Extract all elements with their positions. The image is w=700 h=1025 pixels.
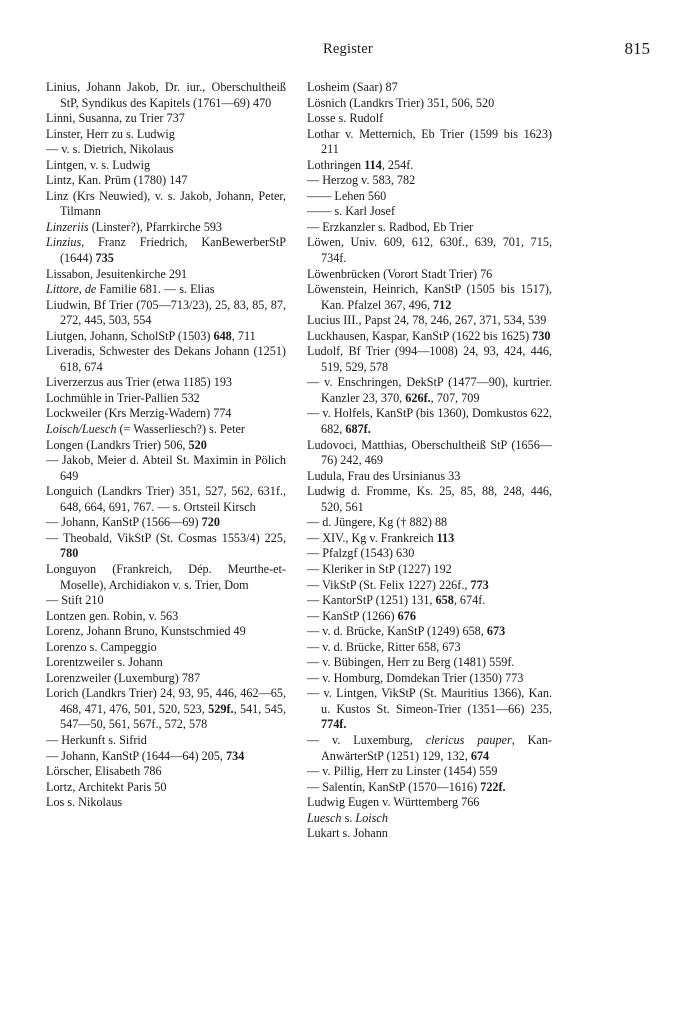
entry-text: Löwen, Univ. 609, 612, 630f., 639, 701, 715, 734f. <box>307 235 552 266</box>
entry-text: Lothar v. Metternich, Eb Trier (1599 bis 1623) 211 <box>307 126 552 157</box>
index-entry <box>46 733 286 749</box>
index-entry <box>46 111 286 127</box>
entry-text: 730 <box>532 328 551 343</box>
entry-text: Ludwig d. Fromme, Ks. 25, 85, 88, 248, 446, 520, 561 <box>307 484 552 514</box>
entry-text: — v. s. Dietrich, Nikolaus <box>46 142 174 157</box>
index-entry <box>307 189 552 205</box>
index-entry <box>46 406 286 422</box>
index-entry <box>307 220 552 236</box>
entry-text: Luesch <box>307 810 342 825</box>
entry-text: — v. d. Brücke, Ritter 658, 673 <box>307 639 461 654</box>
index-entry <box>307 531 552 547</box>
index-entry <box>307 158 552 174</box>
entry-text: Lukart s. Johann <box>307 826 388 841</box>
entry-text: Losse s. Rudolf <box>307 111 384 126</box>
index-entry <box>46 593 286 609</box>
entry-text: , 254f. <box>381 157 414 172</box>
index-entry <box>46 189 286 220</box>
index-entry <box>46 764 286 780</box>
index-entry <box>307 329 552 345</box>
entry-text: — Erzkanzler s. Radbod, Eb Trier <box>307 219 474 234</box>
index-entry <box>46 235 286 266</box>
entry-text: 626f. <box>405 390 431 405</box>
index-entry <box>307 655 552 671</box>
index-entry <box>307 593 552 609</box>
entry-text: Lorich (Landkrs Trier) 24, 93, 95, 446, 462—65, 468, 471, 476, 501, 520, 523, <box>46 686 286 716</box>
entry-text: — v. Lintgen, VikStP (St. Mauritius 1366), Kan. u. Kustos St. Simeon-Trier (1351—66) 235, <box>307 686 552 716</box>
entry-text: 113 <box>436 530 455 545</box>
entry-text: Lorenzo s. Campeggio <box>46 639 157 654</box>
entry-text: Ludula, Frau des Ursinianus 33 <box>307 468 461 483</box>
index-entry <box>307 282 552 313</box>
index-entry <box>307 204 552 220</box>
entry-text: Lorenzweiler (Luxemburg) 787 <box>46 670 201 685</box>
index-entry <box>46 531 286 562</box>
entry-text: Linz (Krs Neuwied), v. s. Jakob, Johann, Peter, Tilmann <box>46 188 286 219</box>
entry-text: — XIV., Kg v. Frankreich <box>307 530 437 545</box>
index-entry <box>46 515 286 531</box>
entry-text: Littore, de <box>46 282 97 297</box>
entry-text: — Johann, KanStP (1644—64) 205, <box>46 748 226 763</box>
entry-text: 712 <box>433 297 452 312</box>
entry-text: 774f. <box>321 717 347 732</box>
entry-text: Losheim (Saar) 87 <box>307 80 398 94</box>
index-entry <box>46 655 286 671</box>
index-entry <box>307 795 552 811</box>
entry-text: — v. Bübingen, Herr zu Berg (1481) 559f. <box>307 655 515 670</box>
entry-text: — KanStP (1266) <box>307 608 398 623</box>
entry-text: Linni, Susanna, zu Trier 737 <box>46 111 185 126</box>
index-entry <box>307 826 552 842</box>
index-entry <box>307 578 552 594</box>
entry-text: Linster, Herr zu s. Ludwig <box>46 126 175 141</box>
index-entry <box>46 749 286 765</box>
entry-text: 648 <box>213 328 232 343</box>
entry-text: clericus pauper <box>425 732 512 747</box>
entry-text: Liveradis, Schwester des Dekans Johann (1251) 618, 674 <box>46 344 286 374</box>
entry-text: Ludwig Eugen v. Württemberg 766 <box>307 795 480 810</box>
entry-text: 734 <box>226 748 245 763</box>
entry-text: , 711 <box>231 328 256 343</box>
entry-text: Familie 681. — s. Elias <box>96 282 215 297</box>
entry-text: 114 <box>364 157 382 172</box>
entry-text: — Herzog v. 583, 782 <box>307 173 416 188</box>
entry-text: Lothringen <box>307 157 365 172</box>
entry-text: — Herkunft s. Sifrid <box>46 732 147 747</box>
index-entry <box>307 562 552 578</box>
entry-text: Löwenstein, Heinrich, KanStP (1505 bis 1517), Kan. Pfalzel 367, 496, <box>307 282 552 312</box>
index-entry <box>307 406 552 437</box>
index-entry <box>307 469 552 485</box>
index-entry <box>46 624 286 640</box>
entry-text: Liverzerzus aus Trier (etwa 1185) 193 <box>46 375 233 390</box>
entry-text: 780 <box>60 546 79 561</box>
entry-text: , 674f. <box>453 593 486 608</box>
index-entry <box>46 562 286 593</box>
entry-text: Ludovoci, Matthias, Oberschultheiß StP (1656—76) 242, 469 <box>307 437 552 468</box>
entry-text: Lintz, Kan. Prüm (1780) 147 <box>46 173 188 188</box>
index-entry <box>46 173 286 189</box>
index-entry <box>46 127 286 143</box>
index-entry <box>307 173 552 189</box>
entry-text: 673 <box>486 624 506 639</box>
entry-text: 520 <box>188 437 207 452</box>
index-entry <box>307 609 552 625</box>
index-entry <box>46 609 286 625</box>
entry-text: Ludolf, Bf Trier (994—1008) 24, 93, 424, 446, 519, 529, 578 <box>307 344 552 374</box>
entry-text: Lissabon, Jesuitenkirche 291 <box>46 266 188 281</box>
index-entry <box>307 267 552 283</box>
entry-text: 529f. <box>208 701 234 716</box>
entry-text: Lockweiler (Krs Merzig-Wadern) 774 <box>46 406 232 421</box>
index-entry <box>307 811 552 827</box>
entry-text: —— Lehen 560 <box>307 188 387 203</box>
entry-text: — Pfalzgf (1543) 630 <box>307 546 415 561</box>
index-entry <box>46 329 286 345</box>
entry-text: , 707, 709 <box>430 390 480 405</box>
index-entry <box>307 515 552 531</box>
entry-text: 687f. <box>345 422 371 437</box>
entry-text: (= Wasserliesch?) s. Peter <box>116 422 245 437</box>
entry-text: 773 <box>470 577 489 592</box>
entry-text: Löwenbrücken (Vorort Stadt Trier) 76 <box>307 266 493 281</box>
entry-text: 722f. <box>480 779 506 794</box>
index-entry <box>46 391 286 407</box>
index-entry <box>46 267 286 283</box>
entry-text: Linius, Johann Jakob, Dr. iur., Oberschultheiß StP, Syndikus des Kapitels (1761—69) 470 <box>46 80 286 110</box>
entry-text: 658 <box>435 593 454 608</box>
entry-text: Lorentzweiler s. Johann <box>46 655 163 670</box>
page-number: 815 <box>624 39 650 58</box>
entry-text: — Jakob, Meier d. Abteil St. Maximin in Pölich 649 <box>46 453 286 483</box>
index-entry <box>307 313 552 329</box>
entry-text: (Linster?), Pfarrkirche 593 <box>88 219 223 234</box>
index-entry <box>46 344 286 375</box>
index-column-left <box>46 80 286 811</box>
entry-text: Lochmühle in Trier-Pallien 532 <box>46 390 200 405</box>
index-entry <box>46 158 286 174</box>
entry-text: , 541, 545, 547—50, 561, 567f., 572, 578 <box>60 701 286 732</box>
entry-text: — v. Pillig, Herr zu Linster (1454) 559 <box>307 764 498 779</box>
index-entry <box>46 298 286 329</box>
entry-text: — Kleriker in StP (1227) 192 <box>307 561 452 576</box>
entry-text: — Theobald, VikStP (St. Cosmas 1553/4) 225, <box>46 530 286 545</box>
entry-text: Luckhausen, Kaspar, KanStP (1622 bis 1625) <box>307 328 533 343</box>
entry-text: 735 <box>95 251 114 266</box>
index-entry <box>307 484 552 515</box>
index-entry <box>307 127 552 158</box>
entry-text: Linzius <box>46 235 82 250</box>
entry-text: Lucius III., Papst 24, 78, 246, 267, 371, 534, 539 <box>307 313 547 328</box>
entry-text: 676 <box>397 608 416 623</box>
page-header <box>46 41 650 65</box>
index-entry <box>46 453 286 484</box>
entry-text: — v. Homburg, Domdekan Trier (1350) 773 <box>307 670 524 685</box>
index-entry <box>46 438 286 454</box>
index-entry <box>46 671 286 687</box>
entry-text: — v. Holfels, KanStP (bis 1360), Domkustos 622, 682, <box>307 406 552 437</box>
index-entry <box>307 780 552 796</box>
entry-text: Liudwin, Bf Trier (705—713/23), 25, 83, 85, 87, 272, 445, 503, 554 <box>46 297 286 328</box>
index-entry <box>307 235 552 266</box>
index-entry <box>46 422 286 438</box>
entry-text: — d. Jüngere, Kg († 882) 88 <box>307 515 448 530</box>
entry-text: — v. Enschringen, DekStP (1477—90), kurtrier. Kanzler 23, 370, <box>307 375 552 405</box>
entry-text: Lorenz, Johann Bruno, Kunstschmied 49 <box>46 624 246 639</box>
entry-text: — KantorStP (1251) 131, <box>307 593 436 608</box>
index-entry <box>307 344 552 375</box>
index-entry <box>307 546 552 562</box>
entry-text: — VikStP (St. Felix 1227) 226f., <box>307 577 471 592</box>
index-entry <box>46 484 286 515</box>
entry-text: Loisch/Luesch <box>46 422 117 437</box>
entry-text: Lortz, Architekt Paris 50 <box>46 779 167 794</box>
index-entry <box>307 80 552 96</box>
entry-text: Lösnich (Landkrs Trier) 351, 506, 520 <box>307 95 495 110</box>
entry-text: Longuich (Landkrs Trier) 351, 527, 562, 631f., 648, 664, 691, 767. — s. Ortsteil Kirsch <box>46 484 286 514</box>
index-entry <box>46 686 286 733</box>
entry-text: , Franz Friedrich, KanBewerberStP (1644) <box>60 235 286 266</box>
index-entry <box>307 764 552 780</box>
index-entry <box>46 142 286 158</box>
entry-text: — v. d. Brücke, KanStP (1249) 658, <box>307 624 487 639</box>
index-entry <box>307 733 552 764</box>
index-entry <box>307 111 552 127</box>
entry-text: Longen (Landkrs Trier) 506, <box>46 437 189 452</box>
entry-text: Los s. Nikolaus <box>46 795 123 810</box>
entry-text: Lontzen gen. Robin, v. 563 <box>46 608 179 623</box>
index-entry <box>307 438 552 469</box>
entry-text: s. <box>341 810 356 825</box>
entry-text: , Kan-AnwärterStP (1251) 129, 132, <box>321 732 552 763</box>
index-entry <box>46 780 286 796</box>
entry-text: — Salentin, KanStP (1570—1616) <box>307 779 481 794</box>
entry-text: 674 <box>470 748 490 763</box>
index-entry <box>46 640 286 656</box>
entry-text: — Johann, KanStP (1566—69) <box>46 515 202 530</box>
index-entry <box>307 671 552 687</box>
index-entry <box>46 80 286 111</box>
entry-text: — Stift 210 <box>46 593 104 608</box>
index-entry <box>307 96 552 112</box>
entry-text: Lörscher, Elisabeth 786 <box>46 764 162 779</box>
index-entry <box>46 795 286 811</box>
index-entry <box>307 686 552 733</box>
entry-text: Longuyon (Frankreich, Dép. Meurthe-et-Moselle), Archidiakon v. s. Trier, Dom <box>46 561 286 592</box>
running-title: Register <box>323 41 373 57</box>
entry-text: 720 <box>201 515 220 530</box>
entry-text: Linzeriis <box>46 219 89 234</box>
index-entry <box>307 624 552 640</box>
index-entry <box>307 640 552 656</box>
index-entry <box>46 282 286 298</box>
entry-text: Loisch <box>355 810 388 825</box>
index-entry <box>46 375 286 391</box>
index-column-right <box>307 80 552 842</box>
index-entry <box>46 220 286 236</box>
index-entry <box>307 375 552 406</box>
entry-text: Lintgen, v. s. Ludwig <box>46 157 151 172</box>
entry-text: —— s. Karl Josef <box>307 204 396 219</box>
entry-text: Liutgen, Johann, ScholStP (1503) <box>46 328 214 343</box>
entry-text: — v. Luxemburg, <box>307 732 426 747</box>
